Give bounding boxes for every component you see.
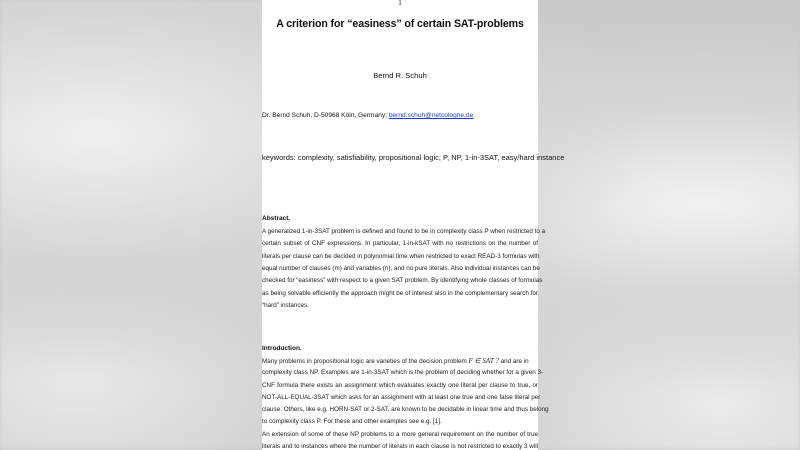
document-page: [262, 0, 565, 450]
intro-line: CNF formula there exists an assignment which evaluates exactly one literal per clause to true, or: [262, 381, 538, 389]
paper-title: A criterion for “easiness” of certain SAT-problems: [276, 18, 524, 30]
abstract-line: A generalized 1-in-3SAT problem is defined and found to be in complexity class P when restricted to a: [262, 228, 546, 235]
intro-line: clause. Others, like e.g. HORN-SAT or 2-SAT, are known to be decidable in linear time and thus belong: [262, 406, 549, 413]
page-number: 1: [398, 0, 402, 7]
email-link[interactable]: bernd.schuh@netcologne.de: [388, 112, 474, 119]
intro-line: literals and to instances where the number of literals in each clause is not restricted to exactly 3 will: [262, 442, 538, 450]
affiliation: [262, 112, 473, 119]
abstract-line: literals per clause can be decided in polynomial time when restricted to exact READ-3 formulas with: [262, 252, 540, 260]
introduction-heading: Introduction.: [262, 345, 302, 352]
author-name: Bernd R. Schuh: [373, 71, 427, 80]
sat-formula: F ∈ SAT ?: [468, 356, 499, 365]
intro-line: complexity class NP. Examples are 1-in-3SAT which is the problem of deciding whether for a given 3-: [262, 369, 544, 376]
abstract-line: “hard” instances.: [262, 301, 309, 309]
intro-line-text: Many problems in propositional logic are varieties of the decision problem: [262, 357, 467, 365]
abstract-heading: Abstract.: [262, 215, 291, 222]
intro-line: [262, 357, 529, 365]
intro-line: to complexity class P. For these and other examples see e.g. [1].: [262, 418, 442, 425]
keywords: keywords: complexity, satisfiability, propositional logic, P, NP, 1-in-3SAT, easy/hard instance: [262, 153, 565, 162]
intro-line-text: and are in: [500, 357, 529, 365]
intro-line: NOT-ALL-EQUAL-3SAT which asks for an assignment with at least one true and one false literal per: [262, 393, 541, 401]
affiliation-text: Dr. Bernd Schuh, D-50968 Köln, Germany;: [262, 112, 387, 119]
abstract-line: checked for “easiness” with respect to a given SAT problem. By identifying whole classes of formulas: [262, 277, 543, 284]
abstract-line: equal number of clauses (m) and variables (n), and no pure literals. Also individual instances can be: [262, 265, 540, 272]
abstract-line: as being solvable efficiently the approach might be of interest also in the complementary search for: [262, 289, 538, 297]
intro-line: An extension of some of these NP problems to a more general requirement on the number of true: [262, 430, 538, 438]
abstract-line: certain subset of CNF expressions. In particular, 1-in-kSAT with no restrictions on the number of: [262, 240, 538, 247]
